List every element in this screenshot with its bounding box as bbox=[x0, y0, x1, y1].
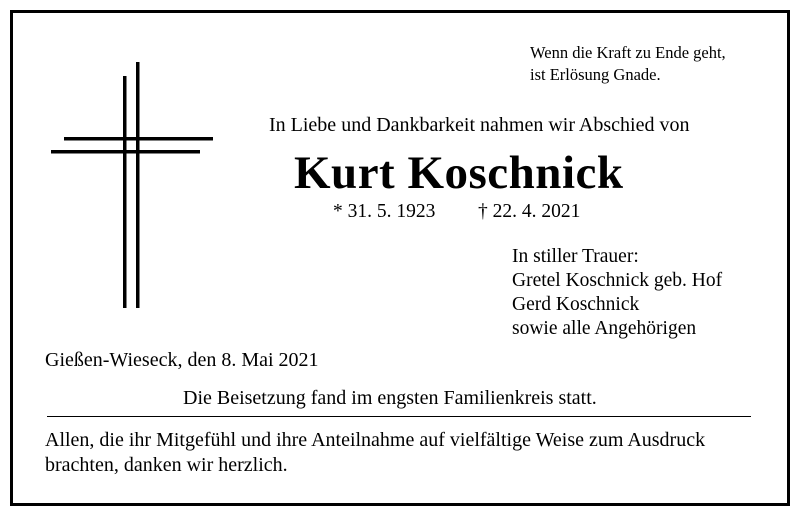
mourners-heading: In stiller Trauer: bbox=[512, 246, 639, 267]
farewell-intro: In Liebe und Dankbarkeit nahmen wir Abschied von bbox=[269, 114, 690, 136]
mourners-block bbox=[512, 245, 722, 341]
mourner-name: Gretel Koschnick geb. Hof bbox=[512, 270, 723, 291]
epigraph-line-2: ist Erlösung Gnade. bbox=[530, 65, 661, 84]
epigraph-quote bbox=[530, 42, 726, 86]
epigraph-line-1: Wenn die Kraft zu Ende geht, bbox=[530, 43, 726, 62]
place-and-date: Gießen-Wieseck, den 8. Mai 2021 bbox=[45, 349, 319, 371]
cross-icon bbox=[50, 60, 220, 320]
birth-date: * 31. 5. 1923 bbox=[333, 201, 436, 222]
mourner-name: sowie alle Angehörigen bbox=[512, 318, 697, 339]
mourner-name: Gerd Koschnick bbox=[512, 294, 640, 315]
divider-line bbox=[47, 416, 751, 417]
deceased-name: Kurt Koschnick bbox=[294, 147, 624, 199]
burial-note: Die Beisetzung fand im engsten Familienkreis statt. bbox=[183, 387, 597, 409]
thanks-note: Allen, die ihr Mitgefühl und ihre Anteilnahme auf vielfältige Weise zum Ausdruck brachten, danken wir herzlich. bbox=[45, 429, 706, 476]
death-date: † 22. 4. 2021 bbox=[478, 201, 581, 222]
